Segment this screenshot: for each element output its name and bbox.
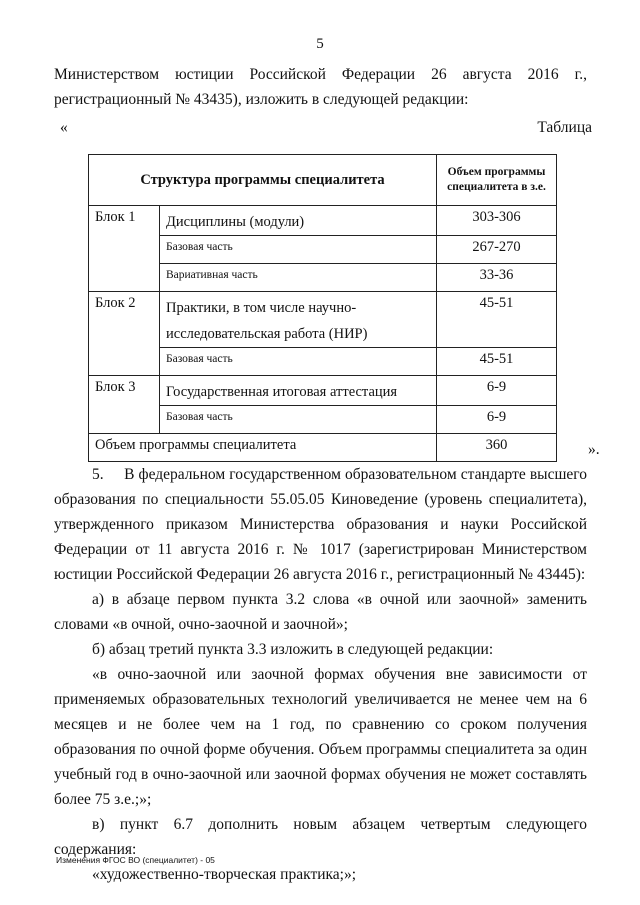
intro-line-2: регистрационный № 43435), изложить в следующей редакции:	[54, 91, 469, 108]
paragraph-b: б) абзац третий пункта 3.3 изложить в следующей редакции:	[92, 641, 494, 658]
row-value: 303-306	[437, 206, 557, 236]
header-structure: Структура программы специалитета	[89, 155, 437, 206]
paragraph-c: в) пункт 6.7 дополнить новым абзацем четвертым следующего содержания:	[54, 816, 587, 858]
row-value: 45-51	[437, 348, 557, 376]
table-row	[89, 348, 557, 376]
row-item: Базовая часть	[160, 236, 437, 264]
table-row	[89, 406, 557, 434]
table-row	[89, 206, 557, 236]
footer: Изменения ФГОС ВО (специалитет) - 05	[56, 855, 215, 865]
program-structure-table	[88, 154, 557, 462]
row-value: 6-9	[437, 376, 557, 406]
row-item: Вариативная часть	[160, 264, 437, 292]
row-item: Базовая часть	[160, 406, 437, 434]
paragraph-quote: «в очно-заочной или заочной формах обучения вне зависимости от применяемых образовательных технологий увеличивается не менее чем на 6 месяцев и не более чем на 1 год, по сравнению со сроком получения образования по очной форме обучения. Объем программы специалитета за один учебный год в очно-заочной или заочной формах обучения не может составлять более 75 з.е.;»;	[54, 666, 587, 808]
total-value: 360	[437, 434, 557, 462]
paragraph-practice: «художественно-творческая практика;»;	[92, 866, 357, 883]
intro-line-1: Министерством юстиции Российской Федерации 26 августа 2016 г.,	[54, 66, 587, 83]
header-volume: Объем программы специалитета в з.е.	[437, 155, 557, 206]
open-quote: «	[60, 119, 68, 136]
table-total-row	[89, 434, 557, 462]
row-item: Базовая часть	[160, 348, 437, 376]
block-label: Блок 2	[89, 292, 160, 376]
row-value: 33-36	[437, 264, 557, 292]
block-label: Блок 3	[89, 376, 160, 434]
paragraph-a: а) в абзаце первом пункта 3.2 слова «в очной или заочной» заменить словами «в очной, очно-заочной и заочной»;	[54, 591, 587, 633]
row-item: Дисциплины (модули)	[160, 206, 437, 236]
row-value: 267-270	[437, 236, 557, 264]
table-row	[89, 376, 557, 406]
table-row	[89, 292, 557, 348]
close-quote: ».	[588, 441, 600, 458]
table-header-row	[89, 155, 557, 206]
block-label: Блок 1	[89, 206, 160, 292]
table-caption: Таблица	[537, 119, 592, 136]
table-row	[89, 264, 557, 292]
row-item: Государственная итоговая аттестация	[160, 376, 437, 406]
total-label: Объем программы специалитета	[89, 434, 437, 462]
row-value: 6-9	[437, 406, 557, 434]
paragraph-5: 5. В федеральном государственном образовательном стандарте высшего образования по специальности 55.05.05 Киноведение (уровень специалитета), утвержденного приказом Министерства образования и науки Российской Федерации от 11 августа 2016 г. № 1017 (зарегистрирован Министерством юстиции Российской Федерации 26 августа 2016 г., регистрационный № 43445):	[54, 466, 587, 583]
table-row	[89, 236, 557, 264]
page-number: 5	[316, 36, 324, 52]
body-text	[54, 462, 587, 887]
row-value: 45-51	[437, 292, 557, 348]
row-item: Практики, в том числе научно-исследовательская работа (НИР)	[160, 292, 437, 348]
